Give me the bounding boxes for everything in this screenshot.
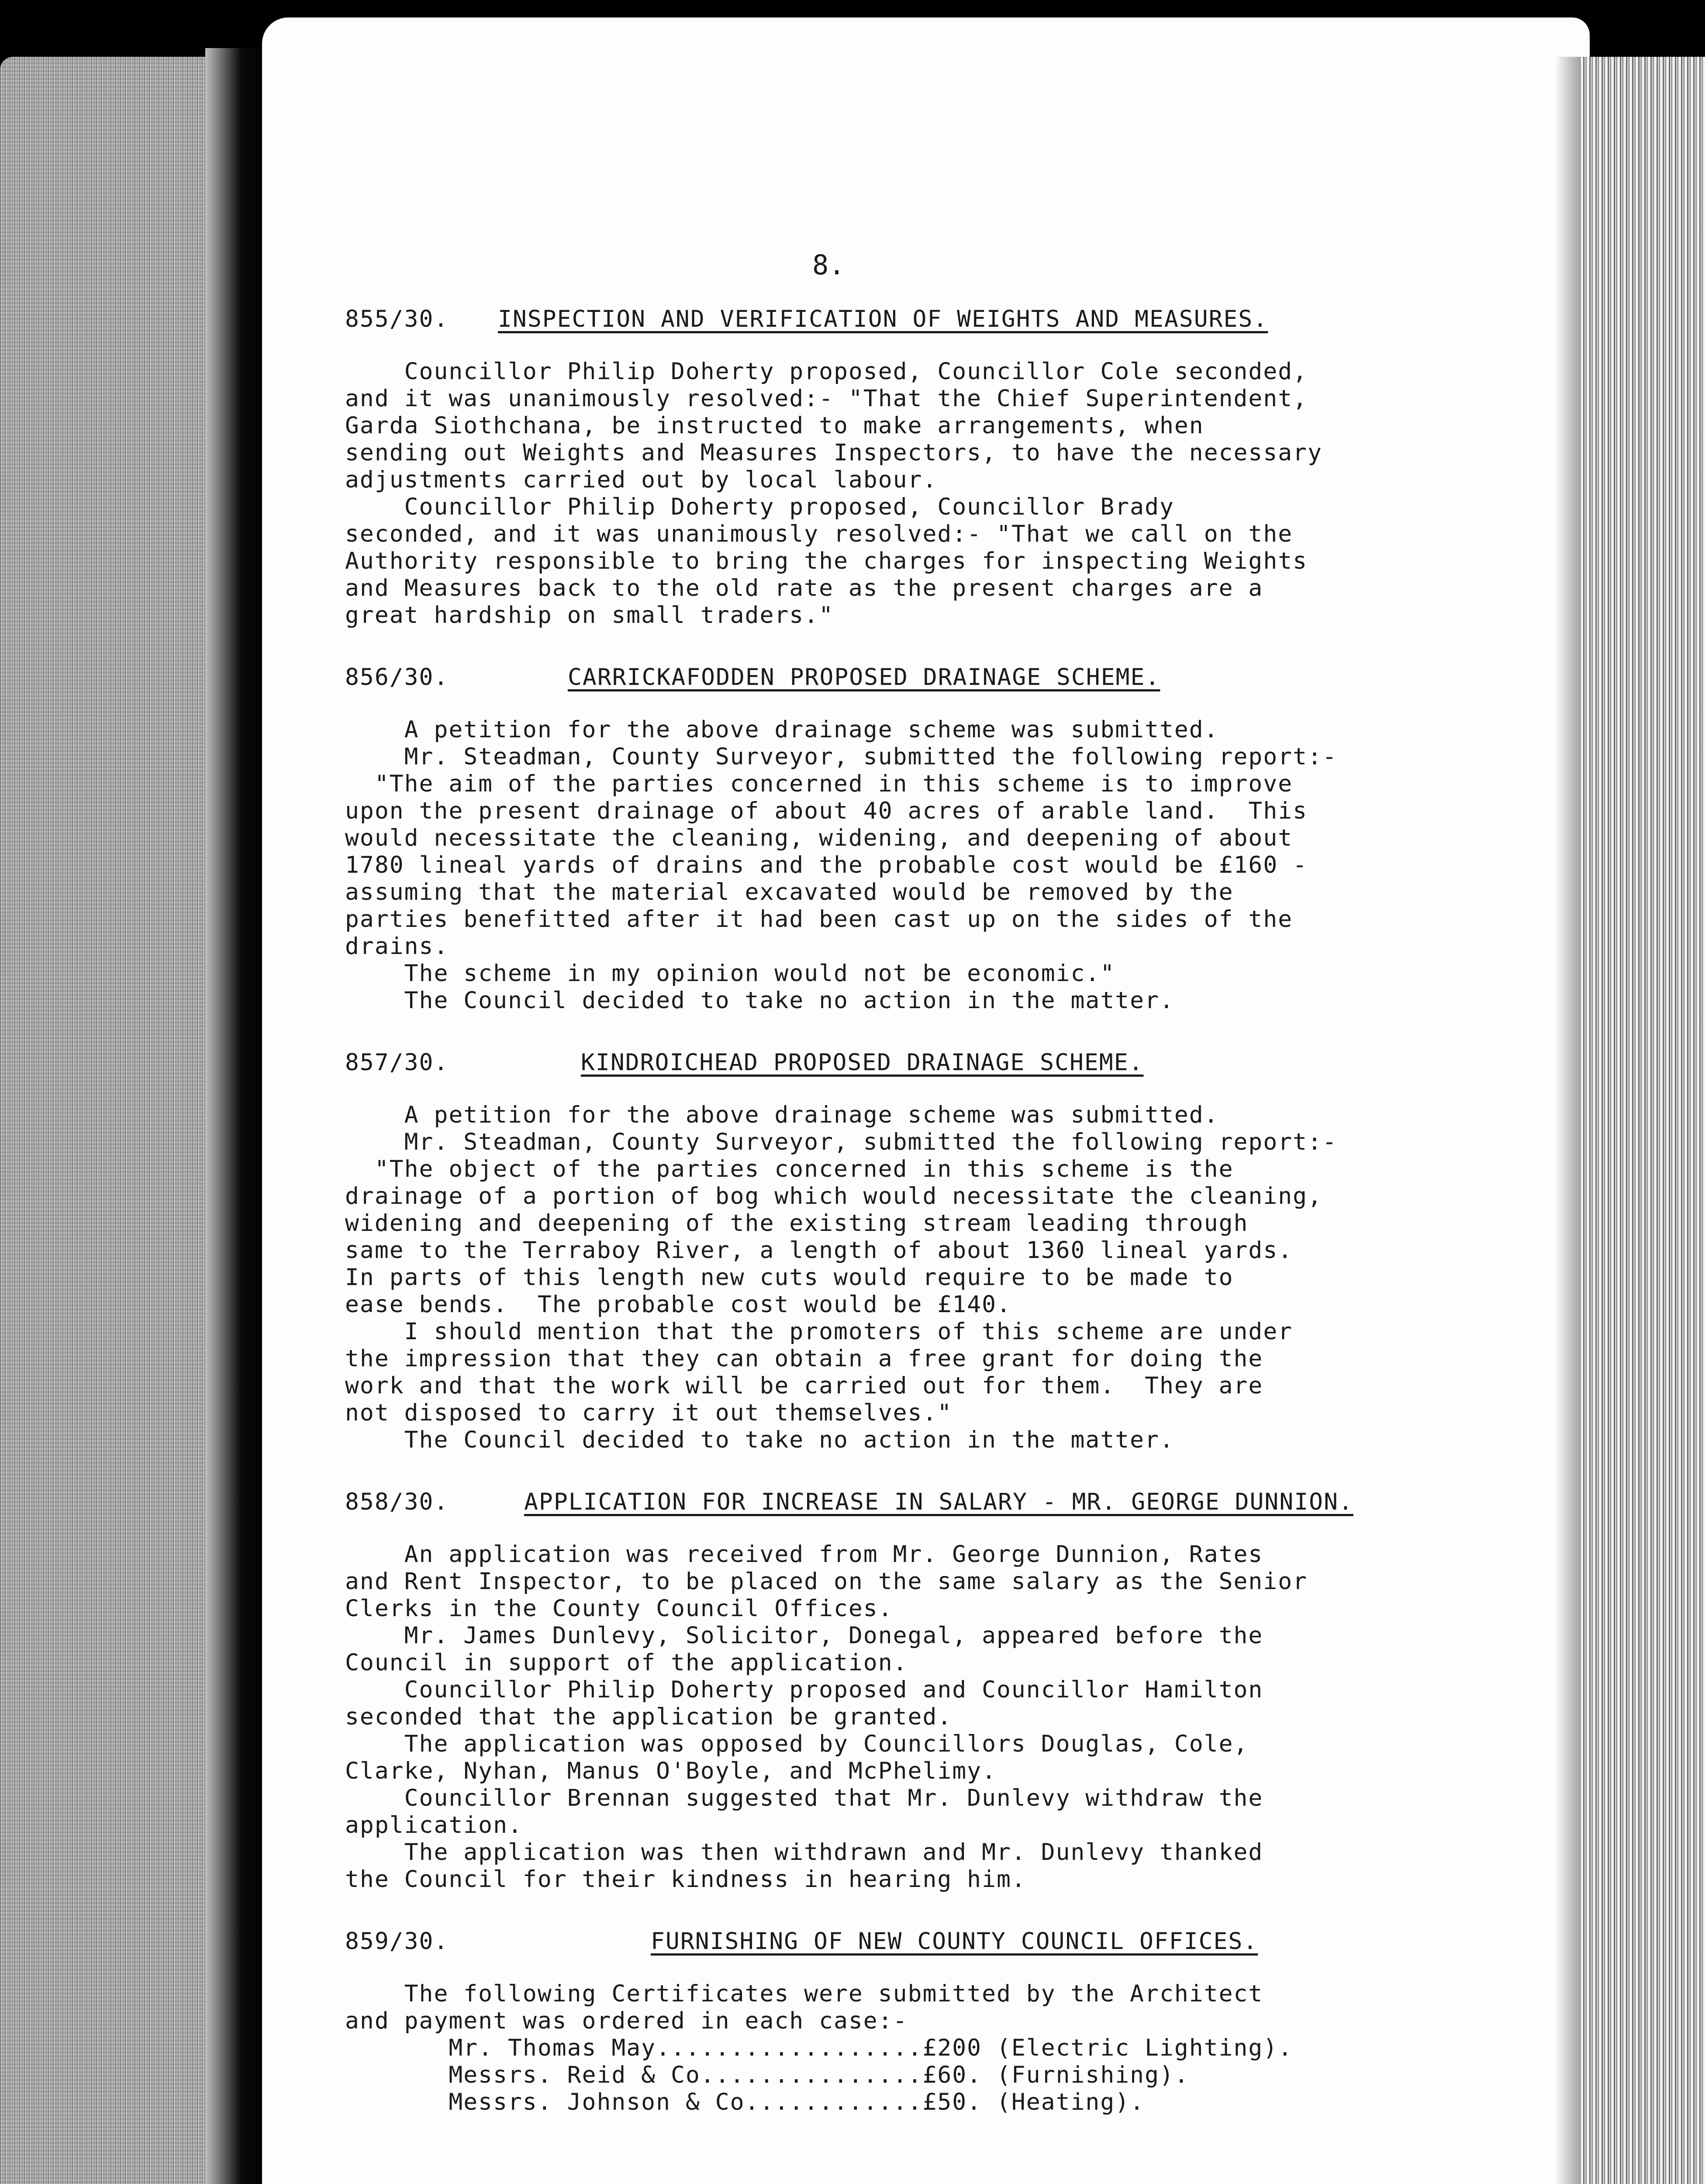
minute-heading bbox=[345, 306, 1524, 341]
minute-title: INSPECTION AND VERIFICATION OF WEIGHTS AND MEASURES. bbox=[498, 306, 1268, 332]
minute-number: 857/30. bbox=[345, 1049, 449, 1076]
body-line: upon the present drainage of about 40 acres of arable land. This bbox=[345, 798, 1308, 824]
body-line: assuming that the material excavated would be removed by the bbox=[345, 879, 1234, 905]
minute-heading bbox=[345, 1928, 1524, 1963]
body-line: would necessitate the cleaning, widening, and deepening of about bbox=[345, 825, 1293, 851]
body-line: application. bbox=[345, 1812, 523, 1838]
body-line: drainage of a portion of bog which would necessitate the cleaning, bbox=[345, 1183, 1322, 1209]
body-line: the Council for their kindness in hearing him. bbox=[345, 1866, 1026, 1893]
page-number: 8. bbox=[812, 249, 845, 281]
body-line: and payment was ordered in each case:- bbox=[345, 2008, 908, 2034]
minute-heading bbox=[345, 1049, 1524, 1084]
page-stack-edge bbox=[1581, 57, 1705, 2184]
body-line: An application was received from Mr. George Dunnion, Rates bbox=[345, 1541, 1263, 1568]
minutes-content bbox=[345, 253, 1524, 2116]
minute-title: APPLICATION FOR INCREASE IN SALARY - MR. GEORGE DUNNION. bbox=[524, 1489, 1353, 1515]
minute-body bbox=[345, 358, 1524, 629]
minute-body bbox=[345, 1102, 1524, 1454]
body-line: not disposed to carry it out themselves." bbox=[345, 1400, 953, 1426]
body-line: adjustments carried out by local labour. bbox=[345, 467, 938, 493]
certificate-row: Messrs. Reid & Co...............£60. (Furnishing). bbox=[345, 2062, 1189, 2088]
body-line: Councillor Philip Doherty proposed and Councillor Hamilton bbox=[345, 1676, 1263, 1703]
minute-title: CARRICKAFODDEN PROPOSED DRAINAGE SCHEME. bbox=[568, 664, 1160, 691]
body-line: Clerks in the County Council Offices. bbox=[345, 1595, 893, 1622]
body-line: ease bends. The probable cost would be £140. bbox=[345, 1291, 1011, 1318]
minute-number: 859/30. bbox=[345, 1928, 449, 1955]
body-line: sending out Weights and Measures Inspectors, to have the necessary bbox=[345, 439, 1322, 466]
minute-body bbox=[345, 1980, 1524, 2116]
previous-page-edge bbox=[0, 57, 227, 2184]
body-line: parties benefitted after it had been cast up on the sides of the bbox=[345, 906, 1293, 933]
minute-body bbox=[345, 1541, 1524, 1893]
body-line: A petition for the above drainage scheme was submitted. bbox=[345, 716, 1219, 743]
certificate-row: Mr. Thomas May..................£200 (Electric Lighting). bbox=[345, 2035, 1293, 2061]
body-line: great hardship on small traders." bbox=[345, 602, 834, 629]
body-line: seconded that the application be granted. bbox=[345, 1704, 953, 1730]
minute-number: 855/30. bbox=[345, 306, 449, 332]
body-line: widening and deepening of the existing stream leading through bbox=[345, 1210, 1249, 1237]
body-line: Mr. Steadman, County Surveyor, submitted the following report:- bbox=[345, 743, 1337, 770]
body-line: I should mention that the promoters of this scheme are under bbox=[345, 1318, 1293, 1345]
body-line: In parts of this length new cuts would require to be made to bbox=[345, 1264, 1234, 1291]
body-line: drains. bbox=[345, 933, 449, 960]
minute-heading bbox=[345, 664, 1524, 699]
body-line: The Council decided to take no action in the matter. bbox=[345, 987, 1174, 1014]
body-line: work and that the work will be carried out for them. They are bbox=[345, 1372, 1263, 1399]
body-line: same to the Terraboy River, a length of about 1360 lineal yards. bbox=[345, 1237, 1293, 1264]
certificate-row: Messrs. Johnson & Co............£50. (Heating). bbox=[345, 2089, 1145, 2115]
body-line: The application was opposed by Councillors Douglas, Cole, bbox=[345, 1731, 1249, 1757]
minute-body bbox=[345, 716, 1524, 1014]
body-line: Councillor Brennan suggested that Mr. Dunlevy withdraw the bbox=[345, 1785, 1263, 1811]
minute-heading bbox=[345, 1489, 1524, 1524]
body-line: 1780 lineal yards of drains and the probable cost would be £160 - bbox=[345, 852, 1308, 878]
body-line: "The aim of the parties concerned in this scheme is to improve bbox=[345, 771, 1293, 797]
body-line: A petition for the above drainage scheme was submitted. bbox=[345, 1102, 1219, 1128]
body-line: "The object of the parties concerned in this scheme is the bbox=[345, 1156, 1234, 1182]
minute-number: 858/30. bbox=[345, 1489, 449, 1515]
body-line: and Measures back to the old rate as the present charges are a bbox=[345, 575, 1263, 601]
body-line: Councillor Philip Doherty proposed, Councillor Brady bbox=[345, 494, 1174, 520]
body-line: Authority responsible to bring the charges for inspecting Weights bbox=[345, 548, 1308, 574]
body-line: The application was then withdrawn and Mr. Dunlevy thanked bbox=[345, 1839, 1263, 1866]
body-line: the impression that they can obtain a free grant for doing the bbox=[345, 1345, 1263, 1372]
minute-title: KINDROICHEAD PROPOSED DRAINAGE SCHEME. bbox=[581, 1049, 1144, 1076]
minute-title: FURNISHING OF NEW COUNTY COUNCIL OFFICES. bbox=[651, 1928, 1258, 1955]
book-gutter bbox=[205, 48, 271, 2184]
body-line: and it was unanimously resolved:- "That the Chief Superintendent, bbox=[345, 385, 1308, 412]
body-line: Councillor Philip Doherty proposed, Councillor Cole seconded, bbox=[345, 358, 1308, 385]
body-line: The Council decided to take no action in the matter. bbox=[345, 1427, 1174, 1453]
body-line: The following Certificates were submitted by the Architect bbox=[345, 1980, 1263, 2007]
body-line: Clarke, Nyhan, Manus O'Boyle, and McPhelimy. bbox=[345, 1758, 997, 1784]
body-line: Garda Siothchana, be instructed to make arrangements, when bbox=[345, 412, 1204, 439]
minute-number: 856/30. bbox=[345, 664, 449, 691]
body-line: Mr. James Dunlevy, Solicitor, Donegal, appeared before the bbox=[345, 1622, 1263, 1649]
body-line: seconded, and it was unanimously resolved:- "That we call on the bbox=[345, 521, 1293, 547]
body-line: The scheme in my opinion would not be economic." bbox=[345, 960, 1115, 987]
body-line: and Rent Inspector, to be placed on the same salary as the Senior bbox=[345, 1568, 1308, 1595]
body-line: Council in support of the application. bbox=[345, 1649, 908, 1676]
body-line: Mr. Steadman, County Surveyor, submitted the following report:- bbox=[345, 1129, 1337, 1155]
